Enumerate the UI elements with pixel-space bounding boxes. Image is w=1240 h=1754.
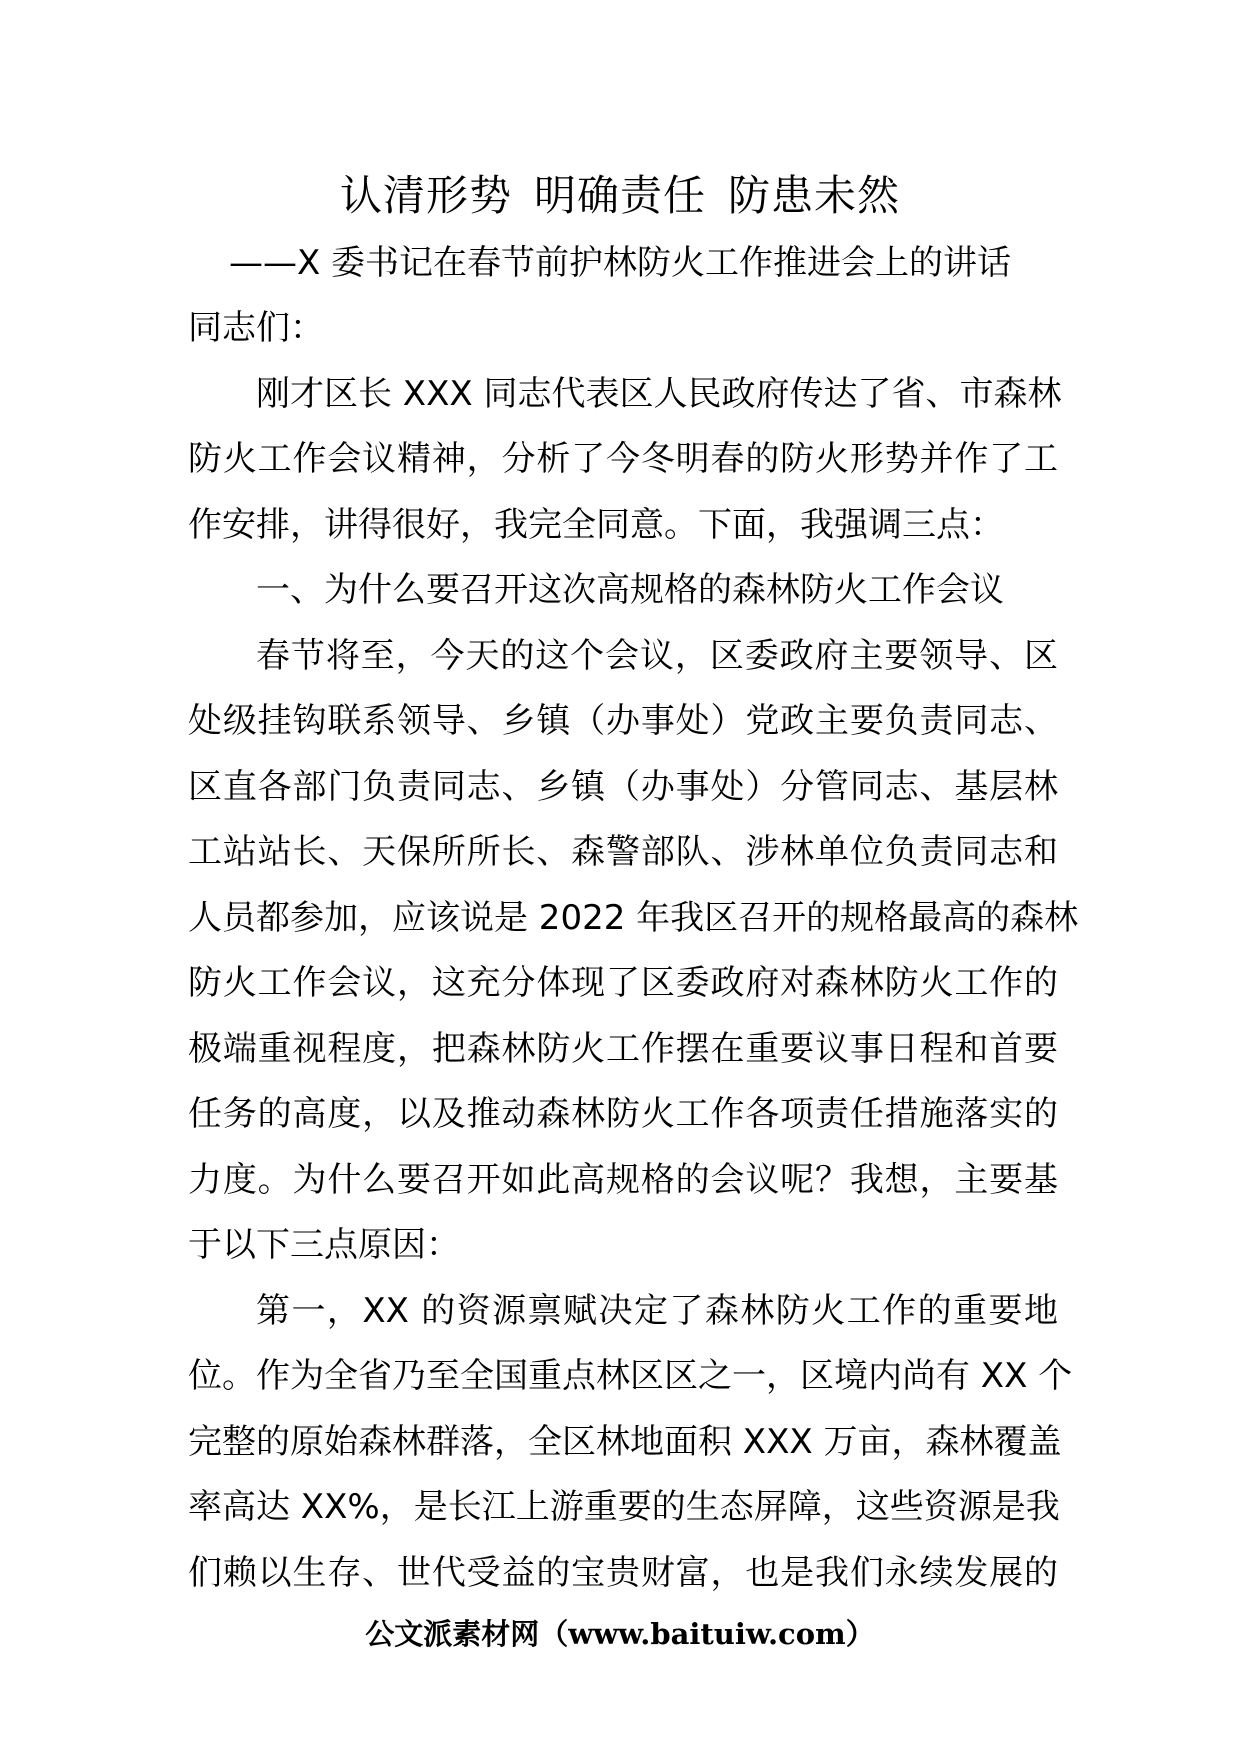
document-subtitle: ——X 委书记在春节前护林防火工作推进会上的讲话 [228,243,1012,283]
footer-watermark: 公文派素材网（www.baituiw.com） [365,1617,875,1651]
section-heading: 一、为什么要召开这次高规格的森林防火工作会议 [256,570,1004,610]
paragraph-line: 位。作为全省乃至全国重点林区区之一，区境内尚有 XX 个 [188,1356,1073,1396]
paragraph-line: 工站站长、天保所所长、森警部队、涉林单位负责同志和 [188,832,1058,872]
paragraph-line: 刚才区长 XXX 同志代表区人民政府传达了省、市森林 [256,373,1062,414]
paragraph-line: 于以下三点原因： [188,1225,460,1265]
paragraph-line: 力度。为什么要召开如此高规格的会议呢？我想，主要基 [188,1159,1058,1200]
paragraph-line: 处级挂钩联系领导、乡镇（办事处）党政主要负责同志、 [188,701,1058,741]
paragraph-line: 春节将至，今天的这个会议，区委政府主要领导、区 [256,635,1058,676]
paragraph-line: 作安排，讲得很好，我完全同意。下面，我强调三点： [188,504,1004,545]
paragraph-line: 任务的高度，以及推动森林防火工作各项责任措施落实的 [188,1094,1058,1134]
paragraph-line: 防火工作会议精神，分析了今冬明春的防火形势并作了工 [188,439,1058,479]
document-title [0,168,1240,224]
paragraph-line: 人员都参加，应该说是 2022 年我区召开的规格最高的森林 [188,897,1079,938]
paragraph-line: 防火工作会议，这充分体现了区委政府对森林防火工作的 [188,963,1058,1003]
title-part-2: 明确责任 [533,171,706,220]
paragraph-line: 第一，XX 的资源禀赋决定了森林防火工作的重要地 [256,1290,1058,1331]
document-body [188,296,1079,1606]
paragraph-line: 率高达 XX%，是长江上游重要的生态屏障，这些资源是我 [188,1487,1060,1527]
paragraph-line: 区直各部门负责同志、乡镇（办事处）分管同志、基层林 [188,766,1058,807]
title-part-3: 防患未然 [728,171,901,220]
paragraph-line: 们赖以生存、世代受益的宝贵财富，也是我们永续发展的 [188,1552,1058,1593]
salutation: 同志们： [188,308,324,348]
title-part-1: 认清形势 [339,171,512,220]
paragraph-line: 极端重视程度，把森林防火工作摆在重要议事日程和首要 [188,1028,1058,1069]
paragraph-line: 完整的原始森林群落，全区林地面积 XXX 万亩，森林覆盖 [188,1421,1062,1462]
